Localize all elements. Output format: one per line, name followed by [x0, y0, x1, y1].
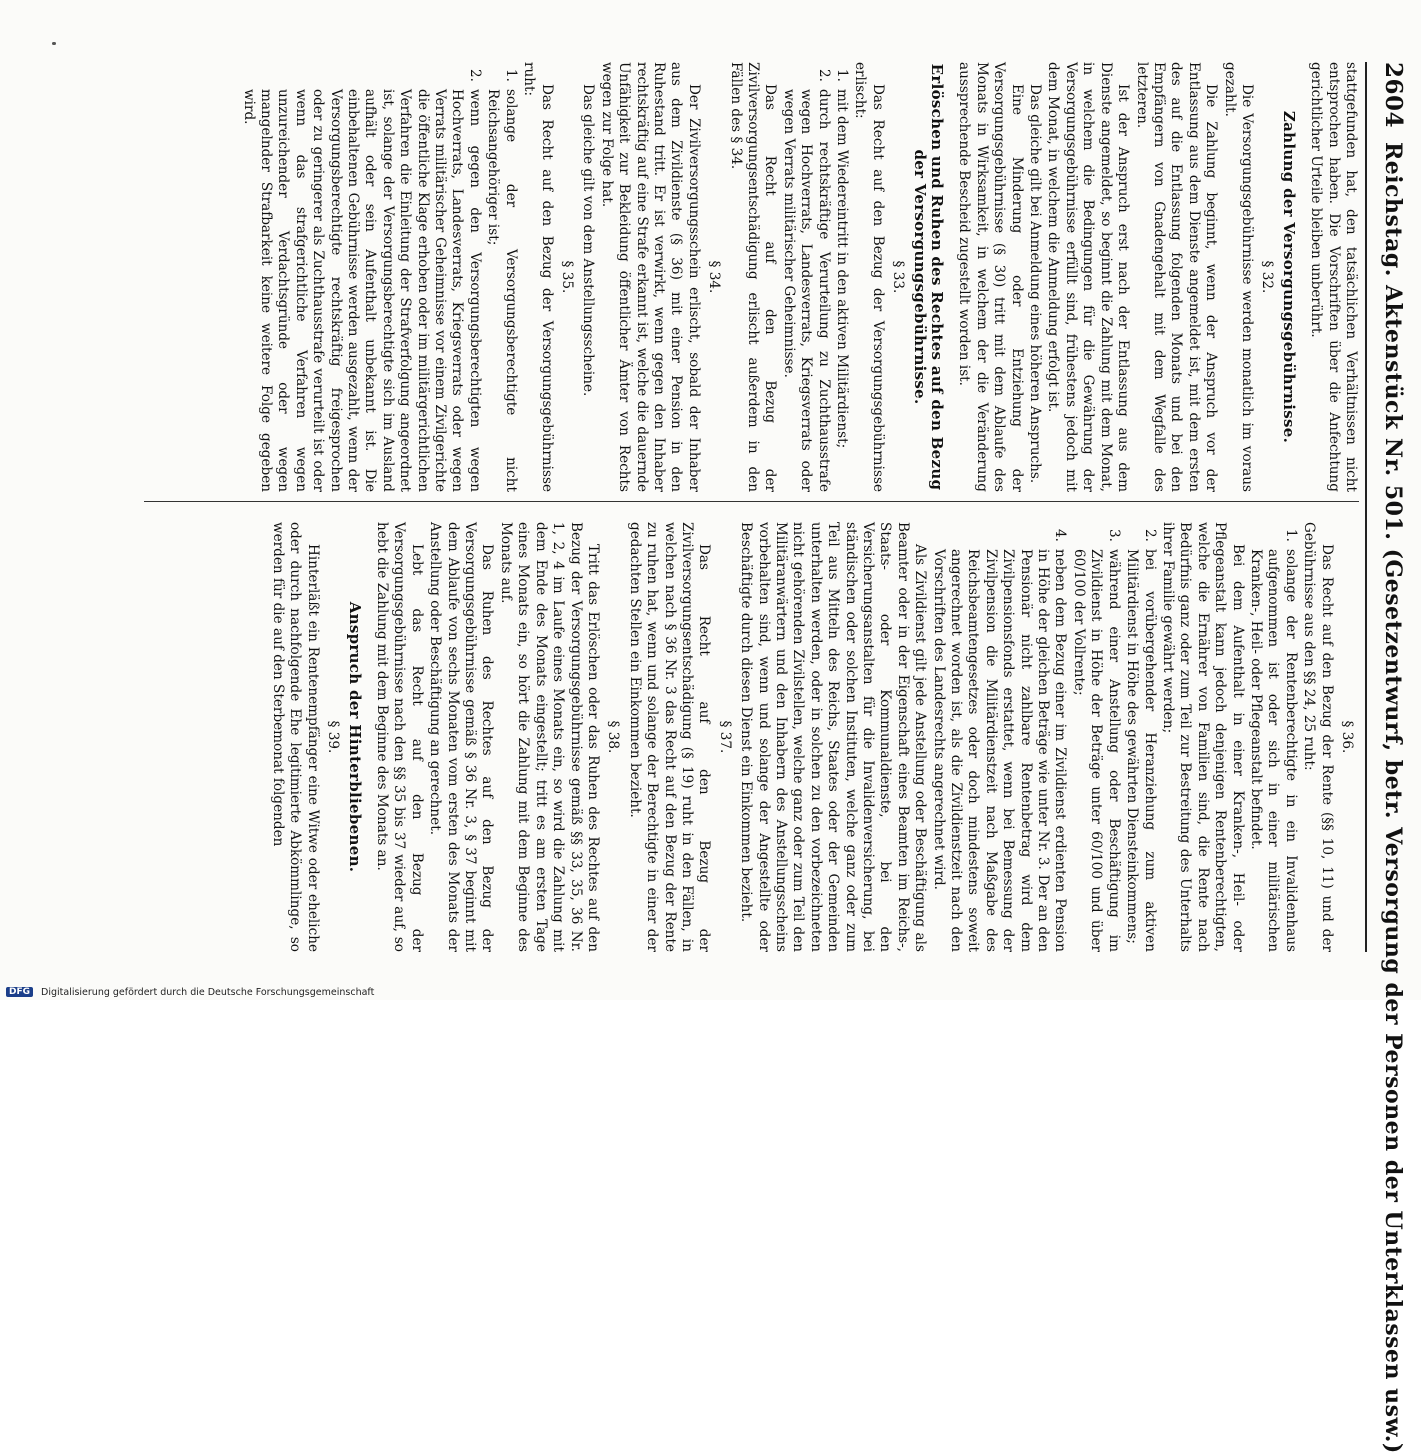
- page-number: 2604: [1380, 62, 1407, 129]
- body-paragraph: Das Ruhen des Rechtes auf den Bezug der Versorgungsgebührnisse gemäß § 36 Nr. 3, § 37 beginnt mit dem Ablaufe von sechs Monaten vom ersten des Monats der Anstellung oder Beschäftigung an gerechnet.: [427, 522, 496, 952]
- item-text: wenn gegen den Versorgungsberechtigten wegen Hochverrats, Landesverrats, Kriegsverrats oder wegen Verrats militärischer Geheimnisse vor einem Zivilgerichte die öffentliche Klage erhoben oder im militärgerichtlichen Verfahren die Einleitung der Strafverfolgung angeordnet ist, solange der Versorgungsberechtigte sich im Ausland aufhält oder sein Aufenthalt unbekannt ist. Die einbehaltenen Gebührnisse werden ausgezahlt, wenn der Versorgungsberechtigte rechtskräftig freigesprochen oder zu geringerer als Zuchthausstrafe verurteilt ist oder wenn das strafgerichtliche Verfahren wegen unzureichender Verdachtsgründe oder wegen mangelnder Strafbarkeit keine weitere Folge gegeben wird.: [240, 89, 483, 492]
- body-paragraph: Das Recht auf den Bezug der Versorgungsgebührnisse erlischt:: [852, 62, 886, 492]
- item-text: durch rechtskräftige Verurteilung zu Zuchthausstrafe wegen Hochverrats, Landesverrats, Kriegsverrats oder wegen Verrats militärischer Geheimnisse.: [780, 89, 832, 492]
- enumerated-item: [1247, 522, 1299, 952]
- left-column: [238, 62, 1359, 492]
- page-header: [1365, 62, 1407, 1454]
- enumerated-item: [484, 62, 519, 492]
- enumerated-item: [833, 62, 850, 492]
- body-paragraph: Das gleiche gilt von dem Anstellungsscheine.: [580, 84, 597, 397]
- body-paragraph: Der Zivilversorgungsschein erlischt, sobald der Inhaber aus dem Zivildienste (§ 36) mit einer Pension in den Ruhestand tritt. Er ist verwirkt, wenn gegen den Inhaber rechtskräftig auf eine Strafe erkannt ist, welche die dauernde Unfähigkeit zur Bekleidung öffentlicher Ämter von Rechts wegen zur Folge hat.: [598, 62, 702, 492]
- item-number: 2.: [466, 69, 483, 82]
- item-text: während einer Anstellung oder Beschäftigung im Zivildienst in Höhe der Beträge unter 60/100 und über 60/100 der Vollrente;: [1070, 549, 1122, 952]
- column-divider: [144, 501, 1359, 502]
- item-number: 1.: [834, 69, 851, 82]
- page-header-title: Reichstag. Aktenstück Nr. 501. (Gesetzentwurf, betr. Versorgung der Personen der Unterklassen usw.): [1380, 142, 1406, 1454]
- body-paragraph: Die Versorgungsgebührnisse werden monatlich im voraus gezahlt.: [1221, 62, 1255, 492]
- body-paragraph: Das gleiche gilt bei Anmeldung eines höheren Anspruchs.: [1027, 84, 1044, 484]
- body-paragraph: Hinterläßt ein Rentenempfänger eine Witwe oder eheliche oder durch nachfolgende Ehe legitimierte Abkömmlinge, so werden für die auf den Sterbemonat folgenden: [270, 522, 321, 952]
- item-number: 1.: [502, 69, 519, 82]
- body-paragraph: Als Zivildienst gilt jede Anstellung oder Beschäftigung als Beamter oder in der Eigenschaft eines Beamten im Reichs-, Staats- oder Kommunaldienste, bei den Versicherungsanstalten für die Invalidenversicherung, bei ständischen oder solchen Instituten, welche ganz oder zum Teil aus Mitteln des Reichs, Staates oder der Gemeinden unterhalten werden, oder in solchen zu den vorbezeichneten nicht gehörenden Zivilstellen, welche ganz oder zum Teil den Militäranwärtern und den Inhabern des Anstellungsscheins vorbehalten sind, wenn und solange der Angestellte oder Beschäftigte durch diesen Dienst ein Einkommen bezieht.: [738, 522, 929, 952]
- body-paragraph: Die Zahlung beginnt, wenn der Anspruch vor der Entlassung aus dem Dienste angemeldet ist, mit dem ersten des auf die Entlassung folgenden Monats und bei den Empfängern von Gnadengehalt mit dem Wegfalle des letzteren.: [1133, 62, 1220, 492]
- item-text: neben dem Bezug einer im Zivildienst erdienten Pension in Höhe der gleichen Beträge wie unter Nr. 3. Der an den Pensionär nicht zahlbare Rentenbetrag wird dem Zivilpensionsfonds erstattet, wenn bei Bemessung der Zivilpension die Militärdienstzeit nach Maßgabe des Reichsbeamtengesetzes oder doch mindestens soweit angerechnet worden ist, als die Zivildienstzeit nach den Vorschriften des Landesrechts angerechnet wird.: [930, 549, 1069, 952]
- item-number: 3.: [1105, 529, 1122, 542]
- item-number: 1.: [1282, 529, 1299, 542]
- body-paragraph: Tritt das Erlöschen oder das Ruhen des Rechtes auf den Bezug der Versorgungsgebührnisse gemäß §§ 33, 35, 36 Nr. 1, 2, 4 im Laufe eines Monats ein, so wird die Zahlung mit dem Ende des Monats eingestellt; tritt es am ersten Tage eines Monats ein, so hört die Zahlung mit dem Beginne des Monats auf.: [497, 522, 601, 952]
- dfg-logo: DFG: [6, 987, 33, 997]
- item-number: 4.: [1052, 529, 1069, 542]
- paragraph-number: § 32.: [1259, 260, 1276, 294]
- credit-text: Digitalisierung gefördert durch die Deutsche Forschungsgemeinschaft: [41, 986, 375, 998]
- paragraph-number: § 34.: [706, 260, 723, 294]
- enumerated-item: [1070, 522, 1122, 952]
- section-heading: Anspruch der Hinterbliebenen.: [345, 601, 364, 873]
- enumerated-item: [929, 522, 1068, 952]
- section-heading: Zahlung der Versorgungsgebührnisse.: [1279, 110, 1298, 444]
- item-number: 2.: [1141, 529, 1158, 542]
- body-paragraph: Ist der Anspruch erst nach der Entlassung aus dem Dienste angemeldet, so beginnt die Zahlung mit dem Monat, in welchem die Bedingungen für die Gewährung der Versorgungsgebührnisse erfüllt sind, frühestens jedoch mit dem Monat, in welchem die Anmeldung erfolgt ist.: [1045, 62, 1132, 492]
- paragraph-number: § 35.: [558, 260, 575, 294]
- item-text: solange der Versorgungsberechtigte nicht Reichsangehöriger ist;: [485, 89, 519, 492]
- paragraph-number: § 39.: [325, 720, 342, 754]
- enumerated-item: [239, 62, 483, 492]
- item-text: solange der Rentenberechtigte in ein Invalidenhaus aufgenommen ist oder sich in einer militärischen Kranken-, Heil- oder Pflegeanstalt befindet.: [1247, 549, 1299, 952]
- item-text: mit dem Wiedereintritt in den aktiven Militärdienst;: [834, 89, 851, 449]
- body-paragraph: Das Recht auf den Bezug der Versorgungsgebührnisse ruht:: [521, 62, 555, 492]
- body-paragraph: Eine Minderung oder Entziehung der Versorgungsgebührnisse (§ 30) tritt mit dem Ablaufe des Monats in Wirksamkeit, in welchem der die Veränderung aussprechende Bescheid zugestellt worden ist.: [956, 62, 1025, 492]
- enumerated-item: [1123, 522, 1158, 952]
- body-paragraph: Das Recht auf den Bezug der Rente (§§ 10, 11) und der Gebührnisse aus den §§ 24, 25 ruht:: [1301, 522, 1335, 952]
- body-paragraph: Das Recht auf den Bezug der Zivilversorgungsentschädigung erlischt außerdem in den Fällen des § 34.: [727, 62, 779, 492]
- digitization-credit: [0, 984, 1421, 1000]
- item-text: bei vorübergehender Heranziehung zum aktiven Militärdienst in Höhe des gewährten Diensteinkommens;: [1124, 549, 1158, 952]
- body-paragraph: stattgefunden hat, den tatsächlichen Verhältnissen nicht entsprochen haben. Die Vorschriften über die Anfechtung gerichtlicher Urteile bleiben unberührt.: [1308, 62, 1359, 492]
- paragraph-number: § 36.: [1339, 720, 1355, 754]
- paragraph-number: § 37.: [716, 720, 733, 754]
- body-paragraph: Das Recht auf den Bezug der Zivilversorgungsentschädigung (§ 19) ruht in den Fällen, in welchen nach § 36 Nr. 3 das Recht auf den Bezug der Rente zu ruhen hat, wenn und solange der Berechtigte in einer der gedachten Stellen ein Einkommen bezieht.: [626, 522, 713, 952]
- paragraph-number: § 33.: [890, 260, 907, 294]
- enumerated-item: [779, 62, 831, 492]
- body-paragraph: Bei dem Aufenthalt in einer Kranken-, Heil- oder Pflegeanstalt kann jedoch denjenigen Rentenberechtigten, welche die Ernährer von Familien sind, die Rente nach Bedürfnis ganz oder zum Teil zur Bestreitung des Unterhalts ihrer Familie gewährt werden;: [1159, 522, 1246, 952]
- scan-speck: [52, 42, 56, 45]
- right-column: [268, 522, 1359, 952]
- item-number: 2.: [815, 69, 832, 82]
- body-paragraph: Lebt das Recht auf den Bezug der Versorgungsgebührnisse nach den §§ 35 bis 37 wieder auf, so hebt die Zahlung mit dem Beginne des Monats an.: [374, 522, 425, 952]
- section-heading: Erlöschen und Ruhen des Rechtes auf den Bezug der Versorgungsgebührnisse.: [910, 63, 947, 491]
- paragraph-number: § 38.: [605, 720, 622, 754]
